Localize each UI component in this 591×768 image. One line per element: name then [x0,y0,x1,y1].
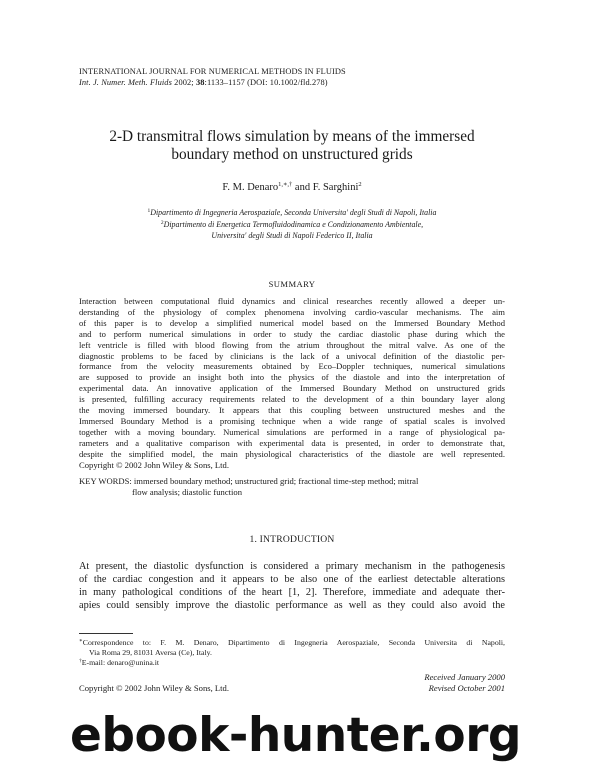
received-dates [424,672,505,693]
footnote-mark-1: ∗ [79,638,83,644]
abstract-line: rameters and a qualitative comparison with experimental data is presented, in order to demonstrate that, [79,437,505,448]
title-line-2: boundary method on unstructured grids [171,146,413,163]
journal-pages-doi: :1133–1157 (DOI: 10.1002/fld.278) [204,77,328,87]
authors [79,180,505,193]
watermark-logo: ebook-hunter.org [69,708,522,763]
author-1: F. M. Denaro [222,182,279,193]
abstract-line: derstanding of the physiology of complex phenomena involving cardio-vascular mechanisms. The aim [79,306,505,317]
introduction-text [79,560,505,612]
revised-date: Revised October 2001 [428,682,505,693]
affiliation-2 [79,218,505,230]
abstract-line: of this paper is to develop a simplified numerical model based on the Immersed Boundary Method [79,317,505,328]
author-1-marks: 1,∗,† [278,181,293,188]
footnote-email [79,657,505,668]
authors-and: and [294,182,311,193]
journal-header [79,67,505,88]
abstract-line: despite the simplified model, the main physiological characteristics of the diastole are well represented. [79,448,505,459]
keywords-line-1: KEY WORDS: immersed boundary method; unstructured grid; fractional time-step method; mitral [79,476,419,486]
abstract-line: diagnostic problems to be faced by clinicians is the lack of a univocal definition of the diastolic per- [79,350,505,361]
abstract-line: Immersed Boundary Method is a promising technique when a wide range of spatial scales is involved [79,415,505,426]
abstract-line: left ventricle is filled with blood flowing from the atrium throughout the mitral valve. As one of the [79,339,505,350]
footnote-1-text: Correspondence to: F. M. Denaro, Dipartimento di Ingegneria Aerospaziale, Seconda Universita di Napoli, [82,638,505,647]
abstract-line: and to perform numerical simulations in order to study the cardiac diastolic phase during which the [79,328,505,339]
summary-heading: SUMMARY [268,279,316,289]
footnote-address: Via Roma 29, 81031 Aversa (Ce), Italy. [89,647,212,657]
paper-title [79,128,505,164]
abstract-line: experimental data. An innovative application of the Immersed Boundary Method on unstructured grids [79,383,505,394]
abstract [79,296,505,471]
journal-abbrev: Int. J. Numer. Meth. Fluids [79,77,172,87]
intro-line: of the cardiac congestion and it appears to be also one of the earliest detectable alterations [79,574,505,586]
abstract-line: is presented, fulfilling accuracy requirements related to the development of a thin boundary layer along [79,394,505,405]
intro-line: apies could sensibly improve the diastolic performance as well as they could also avoid the [79,600,505,612]
journal-citation [79,78,505,89]
abstract-line: the moving immersed boundary. It appears that this coupling between unstructured meshes and the [79,405,505,416]
abstract-copyright: Copyright © 2002 John Wiley & Sons, Ltd. [79,459,229,470]
intro-line: At present, the diastolic dysfunction is considered a primary mechanism in the pathogenesis [79,561,505,572]
footnote-2-text: E-mail: denaro@unina.it [81,658,160,668]
affiliation-2-mark: 2 [160,220,164,227]
author-2: F. Sarghini [312,182,359,193]
journal-volume: 38 [195,77,205,87]
footnote-mark-2: † [79,658,82,665]
footnote-rule [79,633,133,634]
affiliation-2-cont: Universita' degli Studi di Napoli Federico II, Italia [211,230,373,240]
footnotes [79,637,505,668]
affiliations [79,206,505,241]
affiliation-1-mark: 1 [147,208,151,214]
footnote-correspondence [79,637,505,648]
intro-line: in many pathological conditions of the heart [1, 2]. Therefore, immediate and adequate ther- [79,587,505,599]
abstract-line: formance from the velocity measurements obtained by Eco–Doppler techniques, numerical simulations [79,361,505,372]
affiliation-1 [79,206,505,218]
section-heading: 1. INTRODUCTION [249,534,335,545]
keywords [79,476,505,498]
abstract-line: are supposed to provide an insight both into the physics of the diastole and into the interpretation of [79,372,505,383]
title-line-1: 2-D transmitral flows simulation by means of the immersed [109,128,475,145]
abstract-line: Interaction between computational fluid dynamics and clinical researches recently allowed a deeper un- [79,296,505,306]
affiliation-2-text: Dipartimento di Energetica Termofluidodinamica e Condizionamento Ambientale, [163,220,424,230]
journal-year: 2002; [174,77,194,87]
journal-name: INTERNATIONAL JOURNAL FOR NUMERICAL METHODS IN FLUIDS [79,67,346,76]
page-copyright: Copyright © 2002 John Wiley & Sons, Ltd. [79,683,229,693]
keywords-line-2: flow analysis; diastolic function [132,486,243,497]
received-date: Received January 2000 [424,672,505,682]
affiliation-1-text: Dipartimento di Ingegneria Aerospaziale, Seconda Universita' degli Studi di Napoli, Italia [150,208,437,217]
abstract-line: together with a moving boundary. Numerical simulations are performed in a range of physiological pa- [79,426,505,437]
author-2-marks: 2 [358,181,362,188]
